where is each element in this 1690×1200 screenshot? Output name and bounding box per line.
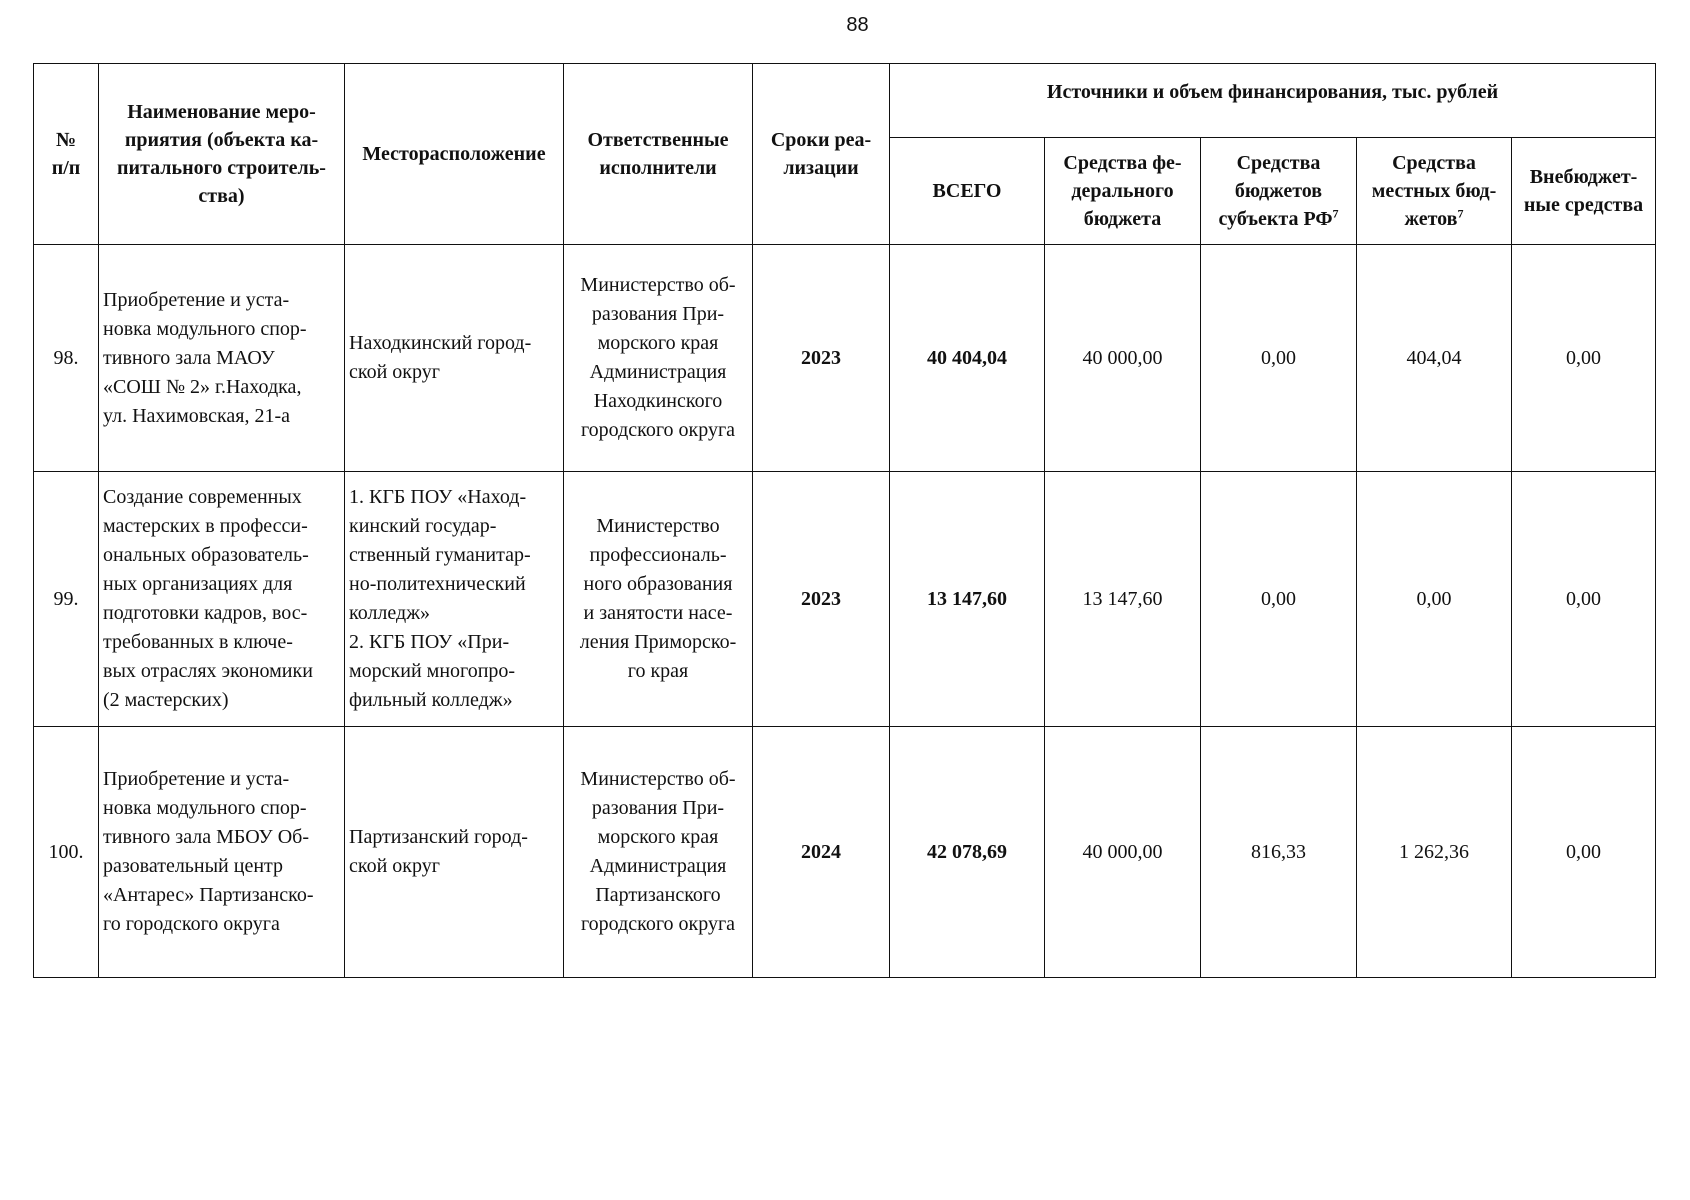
header-local [1357,138,1512,245]
row-location: Находкинский город- ской округ [345,245,564,472]
row-subject: 0,00 [1201,472,1357,727]
header-name: Наименование меро- приятия (объекта ка- питального строитель- ства) [99,64,345,245]
table-body [34,245,1656,978]
row-executors: Министерство профессиональ- ного образования и занятости насе- ления Приморско- го края [564,472,753,727]
row-local: 0,00 [1357,472,1512,727]
row-name: Приобретение и уста- новка модульного спор- тивного зала МБОУ Об- разовательный центр «Антарес» Партизанско- го городского округа [99,727,345,978]
row-extra: 0,00 [1512,472,1656,727]
header-num: № п/п [34,64,99,245]
header-executors: Ответственные исполнители [564,64,753,245]
header-subject-label: Средства бюджетов субъекта РФ [1218,152,1333,230]
table-row [34,472,1656,727]
row-location: Партизанский город- ской округ [345,727,564,978]
header-extra: Внебюджет- ные средства [1512,138,1656,245]
table-row [34,245,1656,472]
header-local-footnote: 7 [1457,206,1464,221]
row-year: 2023 [753,245,890,472]
page-number: 88 [846,14,869,36]
row-total: 13 147,60 [890,472,1045,727]
row-federal: 13 147,60 [1045,472,1201,727]
row-subject: 816,33 [1201,727,1357,978]
table-row [34,727,1656,978]
financing-table [33,63,1656,978]
row-year: 2024 [753,727,890,978]
table-header [34,64,1656,245]
row-executors: Министерство об- разования При- морского края Администрация Находкинского городского округа [564,245,753,472]
row-total: 40 404,04 [890,245,1045,472]
row-federal: 40 000,00 [1045,727,1201,978]
header-location: Месторасположение [345,64,564,245]
header-local-label: Средства местных бюд- жетов [1371,152,1497,230]
header-row [34,64,1656,138]
header-federal: Средства фе- дерального бюджета [1045,138,1201,245]
row-num: 98. [34,245,99,472]
row-name: Приобретение и уста- новка модульного спор- тивного зала МАОУ «СОШ № 2» г.Находка, ул. Нахимовская, 21-а [99,245,345,472]
row-total: 42 078,69 [890,727,1045,978]
row-subject: 0,00 [1201,245,1357,472]
row-name: Создание современных мастерских в професси- ональных образователь- ных организациях для подготовки кадров, вос- требованных в ключе- вых отраслях экономики (2 мастерских) [99,472,345,727]
row-num: 100. [34,727,99,978]
header-financing: Источники и объем финансирования, тыс. рублей [890,64,1656,138]
row-extra: 0,00 [1512,245,1656,472]
row-year: 2023 [753,472,890,727]
row-num: 99. [34,472,99,727]
header-subject [1201,138,1357,245]
row-executors: Министерство об- разования При- морского края Администрация Партизанского городского округа [564,727,753,978]
row-federal: 40 000,00 [1045,245,1201,472]
row-local: 1 262,36 [1357,727,1512,978]
row-location: 1. КГБ ПОУ «Наход- кинский государ- ственный гуманитар- но-политехнический колледж» 2. КГБ ПОУ «При- морский многопро- фильный колледж» [345,472,564,727]
row-local: 404,04 [1357,245,1512,472]
header-terms: Сроки реа- лизации [753,64,890,245]
row-extra: 0,00 [1512,727,1656,978]
header-subject-footnote: 7 [1332,206,1339,221]
header-total: ВСЕГО [890,138,1045,245]
